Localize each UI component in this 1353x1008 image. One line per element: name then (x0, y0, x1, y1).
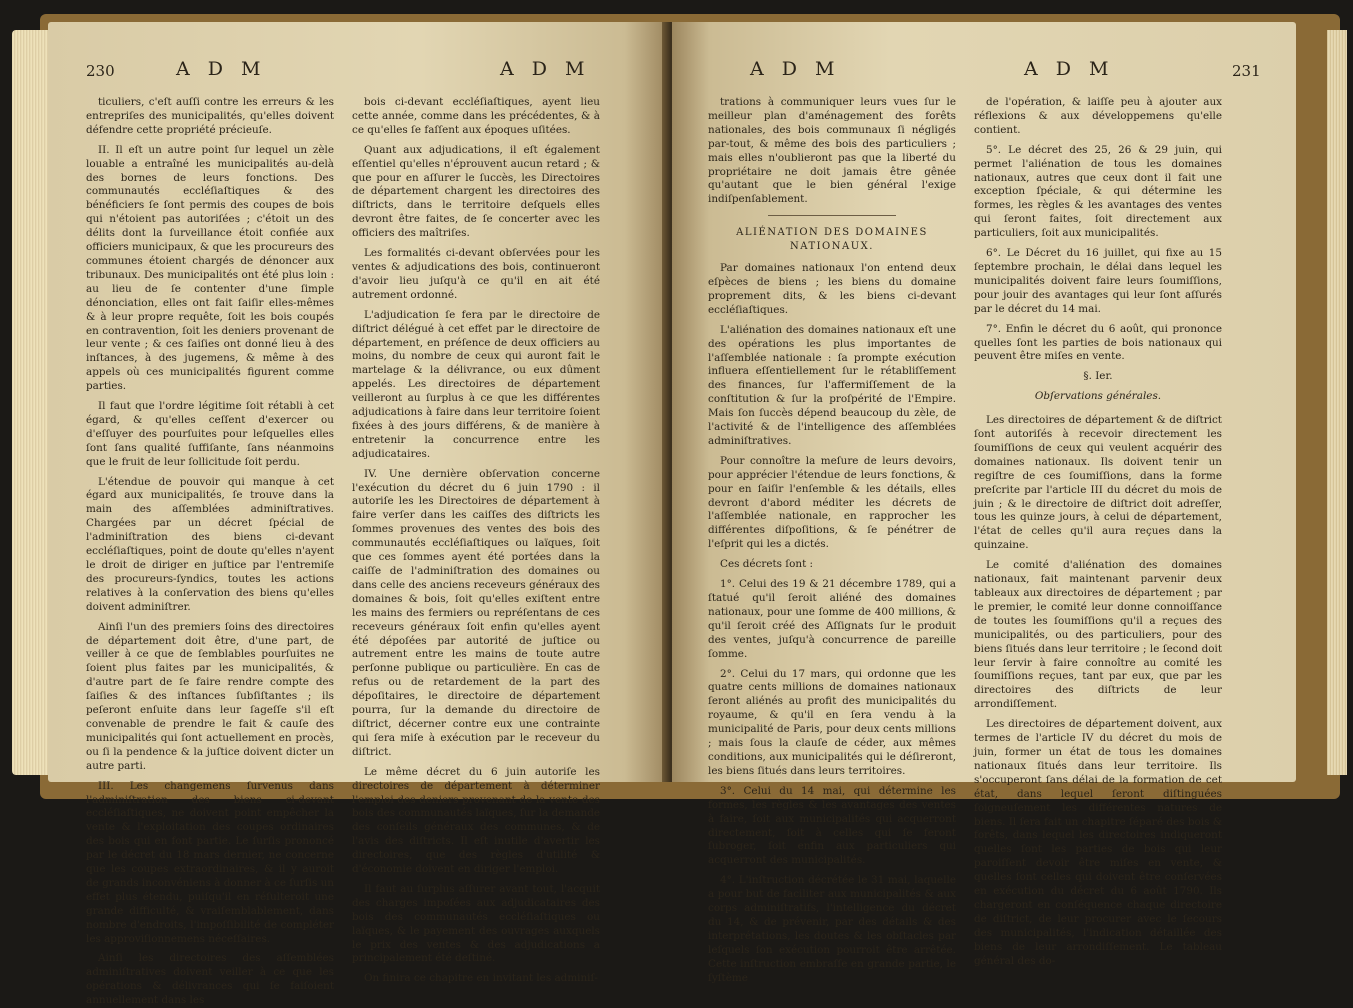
divider (768, 215, 896, 216)
subheading: Obſervations générales. (1034, 390, 1162, 403)
paragraph: IV. Une dernière obſervation concerne l'exécution du décret du 6 juin 1790 : il autoriſe les les Directoires de département à faire verſer dans les caiſſes des diſtricts les ſommes provenues des ventes des bois des communautés eccléſiaſtiques ou laïques, ſoit que ces ſommes ayent été portées dans la caiſſe de l'adminiſtration des domaines ou dans celle des anciens receveurs généraux des domaines & bois, ſoit qu'elles exiſtent entre les mains des fermiers ou repréſentans de ces receveurs généraux ſoit enfin qu'elles ayent été dépoſées par autorité de juſtice ou autrement entre les mains de toute autre perſonne publique ou particulière. En cas de refus ou de retardement de la part des dépoſitaires, le directoire de département pourra, ſur la demande du directoire de diſtrict, décerner contre eux une contrainte qui ſera miſe à exécution par le receveur du diſtrict. (352, 467, 600, 758)
running-head-right-page (672, 58, 1296, 84)
paragraph: 6°. Le Décret du 16 juillet, qui fixe au 15 ſeptembre prochain, le délai dans lequel les municipalités doivent faire leurs ſoumiſſions, pour jouir des avantages qui leur ſont aſſurés par le décret du 14 mai. (974, 247, 1222, 315)
paragraph: 1°. Celui des 19 & 21 décembre 1789, qui a ſtatué qu'il ſeroit aliéné des domaines nationaux, pour une ſomme de 400 millions, & qu'il ſeroit créé des Aſſignats ſur le produit des ventes, juſqu'à concurrence de pareille ſomme. (708, 578, 956, 660)
paragraph: Les directoires de département doivent, aux termes de l'article IV du décret du mois de juin, former un état de tous les domaines nationaux ſitués dans leur territoire. Ils s'occuperont ſans délai de la formation de cet état, dans lequel ſeront diſtinguées ſoigneuſement les différentes natures de biens. Il ſera fait un chapitre ſéparé des bois & forêts, dans lequel les directoires indiqueront quelles ſont les parties de bois qui leur paroiſſent devoir être miſes en vente, & quelles ſont celles qui doivent être conſervées en exécution du décret du 6 août 1790. Ils chargeront en conſéquence chaque directoire de diſtrict, de leur procurer avec le ſecours des municipalités, l'indication détaillée des biens de leur arrondiſſement. Le tableau général des do- (974, 718, 1222, 967)
text-column (352, 96, 600, 985)
paragraph: 2°. Celui du 17 mars, qui ordonne que les quatre cents millions de domaines nationaux ſeront aliénés au profit des municipalités du royaume, & qu'il en ſera vendu à la municipalité de Paris, pour deux cents millions ; mais ſous la clauſe de céder, aux mêmes conditions, aux municipalités qui le déſireront, les biens ſitués dans leurs territoires. (708, 667, 956, 777)
section-number: §. Ier. (1083, 370, 1113, 383)
paragraph: Ainſi les directoires des aſſemblées adminiſtratives doivent veiller à ce que les opérations & délivrances qui ſe faiſoient annuellement dans les (86, 952, 334, 1007)
paragraph: ticuliers, c'eſt auſſi contre les erreurs & les entrepriſes des municipalités, qu'elles doivent défendre cette propriété précieuſe. (86, 96, 334, 136)
running-head-title: A D M (500, 58, 591, 80)
paragraph: Quant aux adjudications, il eſt également eſſentiel qu'elles n'éprouvent aucun retard ; & que pour en aſſurer le ſuccès, les Directoires de département chargent les directoires des diſtricts, dans le territoire deſquels elles devront être faites, de ſe concerter avec les officiers des maîtriſes. (352, 143, 600, 240)
running-head-left-page (48, 58, 668, 84)
left-page (48, 22, 668, 1007)
right-page (672, 22, 1296, 984)
running-head-title: A D M (750, 58, 841, 80)
text-column (86, 96, 334, 1007)
paragraph: II. Il eſt un autre point ſur lequel un zèle louable a entraîné les municipalités au-delà des bornes de leurs fonctions. Des communautés eccléſiaſtiques & des bénéficiers ſe ſont permis des coupes de bois qui n'étoient pas autoriſées ; c'étoit un des délits dont la ſurveillance étoit confiée aux officiers municipaux, & que les procureurs des communes étoient chargés de dénoncer aux tribunaux. Des municipalités ont été plus loin : au lieu de ſe contenter d'une ſimple dénonciation, elles ont fait ſaiſir elles-mêmes & à leur propre requête, ſoit les bois coupés en contravention, ſoit les deniers provenant de leur vente ; & ces ſaiſies ont donné lieu à des inſtances, à des jugemens, & même à des appels où ces municipalités figurent comme parties. (86, 143, 334, 393)
paragraph: Les formalités ci-devant obſervées pour les ventes & adjudications des bois, continueront d'avoir lieu juſqu'à ce qu'il en ait été autrement ordonné. (352, 247, 600, 301)
paragraph: On finira ce chapitre en invitant les adminiſ- (364, 972, 598, 985)
page-number: 231 (1232, 62, 1261, 80)
paragraph: L'aliénation des domaines nationaux eſt une des opérations les plus importantes de l'aſſemblée nationale : ſa prompte exécution influera eſſentiellement ſur le rétabliſſement des finances, ſur l'affermiſſement de la conſtitution & ſur la proſpérité de l'Empire. Mais ſon ſuccès dépend beaucoup du zèle, de l'activité & de l'intelligence des aſſemblées adminiſtratives. (708, 323, 956, 447)
paragraph: Ainſi l'un des premiers ſoins des directoires de département doit être, d'une part, de veiller à ce que de ſemblables pourſuites ne ſoient plus faites par les municipalités, & d'autre part de ſe faire rendre compte des ſaiſies & des inſtances ſubſiſtantes ; ils peſeront enſuite dans leur ſageſſe s'il eſt convenable de prendre le fait & cauſe des municipalités qui ſont actuellement en procès, ou ſi la pendence & la juſtice doivent dicter un autre parti. (86, 620, 334, 772)
paragraph: 4°. L'inſtruction décrétée le 31 mai, laquelle a pour but de faciliter aux municipalités & aux corps adminiſtratifs, l'intelligence du décret du 14, & de prévenir, par des détails & des interprétations, les doutes & les obſtacles par leſquels ſon exécution pourroit être arrêtée. Cette inſtruction embraſſe en grande partie, le ſyſtème (708, 874, 956, 984)
paragraph: L'adjudication ſe fera par le directoire de diſtrict délégué à cet effet par le directoire de département, en préſence de deux officiers au moins, du nombre de ceux qui auront fait le martelage & la délivrance, ou eux dûment appelés. Les directoires de département veilleront au ſurplus à ce que les différentes adjudications à faire dans leur territoire ſoient fixées à des jours différens, & de manière à entretenir la concurrence entre les adjudicataires. (352, 308, 600, 460)
section-heading: ALIÉNATION DES DOMAINES NATIONAUX. (736, 227, 928, 253)
page-edges-right (1327, 30, 1347, 775)
paragraph: III. Les changemens ſurvenus dans l'adminiſtration des biens ci-devant eccléſiaſtiques, ne doivent point empêcher la vente & l'exploitation des coupes ordinaires des bois qui en font partie. Le ſurſis prononcé par le décret du 18 mars dernier, ne concerne que les coupes extraordinaires, & il y auroit de grands inconvéniens à donner à ce ſurſis un effet plus étendu, puiſqu'il en réſulteroit une grande difficulté, & vraiſemblablement, dans nombre d'endroits, l'impoſſibilité de compléter les approviſionnemens néceſſaires. (86, 779, 334, 945)
paragraph: L'étendue de pouvoir qui manque à cet égard aux municipalités, ſe trouve dans la main des aſſemblées adminiſtratives. Chargées par un décret ſpécial de l'adminiſtration des biens ci-devant eccléſiaſtiques, point de doute qu'elles n'ayent le droit de diriger en juſtice par l'entremiſe des procureurs-ſyndics, toutes les actions relatives à la conſervation des biens qu'elles doivent adminiſtrer. (86, 475, 334, 613)
paragraph: Le même décret du 6 juin autoriſe les directoires de département à déterminer l'emploi des deniers provenant de la vente des bois des communautés laïques, ſur la demande des conſeils généraux des communes, & de l'avis des diſtricts. Il eſt inutile d'avertir les directoires, que des règles d'utilité & d'économie doivent en diriger l'emploi. (352, 765, 600, 876)
text-column (974, 96, 1222, 967)
running-head-title: A D M (176, 58, 267, 80)
paragraph: Pour connoître la meſure de leurs devoirs, pour apprécier l'étendue de leurs fonctions, & pour en ſaiſir l'enſemble & les détails, elles devront d'abord méditer les décrets de l'aſſemblée nationale, en rapprocher les différentes diſpoſitions, & ſe pénétrer de l'eſprit qui les a dictés. (708, 454, 956, 551)
paragraph: Ces décrets ſont : (720, 558, 814, 571)
page-number: 230 (86, 62, 115, 80)
running-head-title: A D M (1024, 58, 1115, 80)
paragraph: 3°. Celui du 14 mai, qui détermine les formes, les règles & les avantages des ventes à faire, ſoit aux municipalités qui acquerront directement, ſoit à celles qui ſe feront ſubroger, ſoit enfin aux particuliers qui acquerront des municipalités. (708, 784, 956, 867)
paragraph: Les directoires de département & de diſtrict ſont autoriſés à recevoir directement les ſoumiſſions de ceux qui veulent acquérir des domaines nationaux. Ils doivent tenir un regiſtre de ces ſoumiſſions, dans la forme preſcrite par l'article III du décret du mois de juin ; & le directoire de diſtrict doit adreſſer, tous les quinze jours, à celui de département, l'état de celles qu'il aura reçues dans la quinzaine. (974, 414, 1222, 552)
paragraph: 7°. Enfin le décret du 6 août, qui prononce quelles ſont les parties de bois nationaux qui peuvent être miſes en vente. (974, 322, 1222, 363)
paragraph: 5°. Le décret des 25, 26 & 29 juin, qui permet l'aliénation de tous les domaines nationaux, autres que ceux dont il fait une exception ſpéciale, & qui détermine les formes, les règles & les avantages des ventes qui ſeront faites, ſoit directement aux particuliers, ſoit aux municipalités. (974, 143, 1222, 240)
paragraph: trations à communiquer leurs vues ſur le meilleur plan d'aménagement des forêts nationales, des bois communaux ſi négligés par-tout, & même des bois des particuliers ; mais elles n'oublieront pas que la liberté du propriétaire ne doit jamais être gênée qu'autant que le bien général l'exige indiſpenſablement. (708, 96, 956, 206)
paragraph: de l'opération, & laiſſe peu à ajouter aux réflexions & aux développemens qu'elle contient. (974, 96, 1222, 136)
paragraph: Le comité d'aliénation des domaines nationaux, fait maintenant parvenir deux tableaux aux directoires de département ; par le premier, le comité leur donne connoiſſance de toutes les ſoumiſſions qu'il a reçues des municipalités, ou des particuliers, pour des biens ſitués dans leur territoire ; le ſecond doit leur ſervir à faire connoître au comité les ſoumiſſions reçues, tant par eux, que par les directoires des diſtricts de leur arrondiſſement. (974, 559, 1222, 711)
paragraph: Par domaines nationaux l'on entend deux eſpèces de biens ; les biens du domaine proprement dits, & les biens ci-devant eccléſiaſtiques. (708, 262, 956, 316)
page-edges-left (12, 30, 52, 775)
paragraph: Il faut au ſurplus aſſurer avant tout, l'acquit des charges impoſées aux adjudicataires des bois des communautés eccléſiaſtiques ou laïques, & le payement des ouvrages auxquels le prix des ventes & des adjudications a principalement été deſtiné. (352, 882, 600, 965)
text-column (708, 96, 956, 984)
paragraph: bois ci-devant eccléſiaſtiques, ayent lieu cette année, comme dans les précédentes, & à ce qu'elles ſe faſſent aux époques uſitées. (352, 96, 600, 136)
paragraph: Il faut que l'ordre légitime ſoit rétabli à cet égard, & qu'elles ceſſent d'exercer ou d'eſſuyer des pourſuites pour leſquelles elles ſont ſans qualité ſuffiſante, ſans néanmoins que le fruit de leur ſollicitude ſoit perdu. (86, 400, 334, 468)
